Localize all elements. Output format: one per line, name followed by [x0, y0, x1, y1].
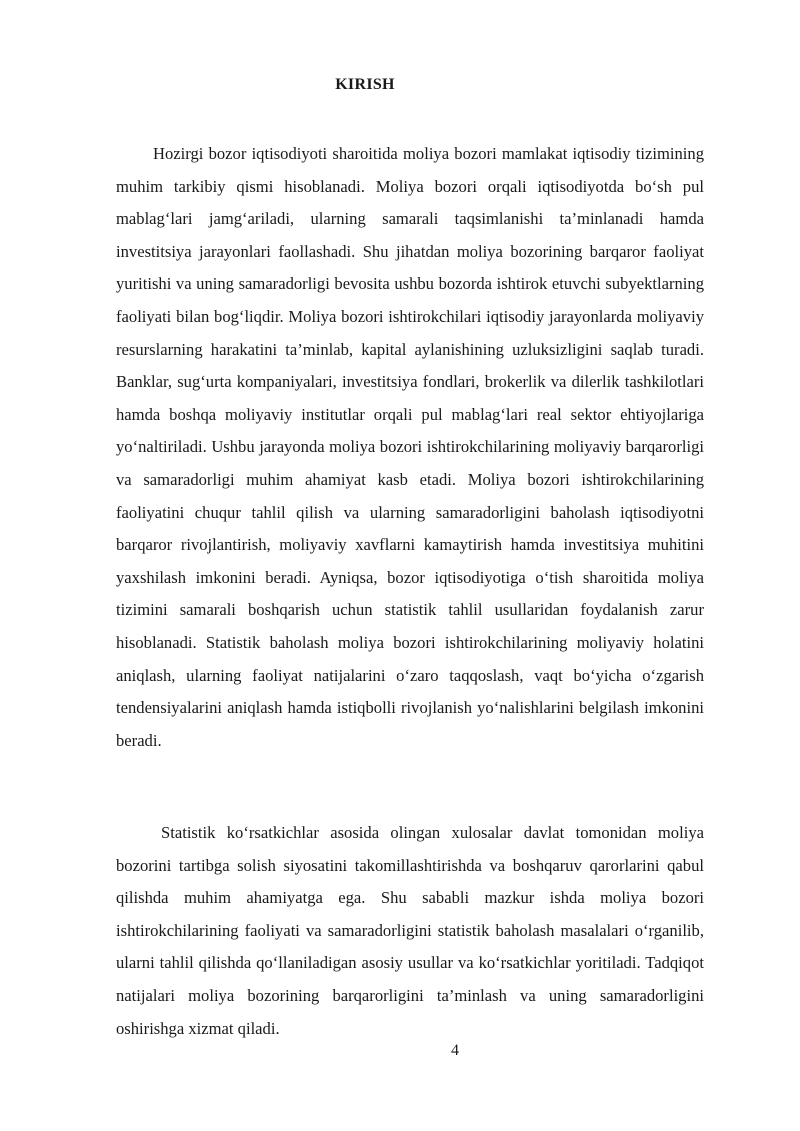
section-heading: KIRISH — [335, 76, 395, 93]
paragraph-intro: Hozirgi bozor iqtisodiyoti sharoitida moliya bozori mamlakat iqtisodiy tizimining muhim tarkibiy qismi hisoblanadi. Moliya bozori orqali iqtisodiyotda bo‘sh pul mablag‘lari jamg‘ariladi, ularning samarali taqsimlanishi ta’minlanadi hamda investitsiya jarayonlari faollashadi. Shu jihatdan moliya bozorining barqaror faoliyat yuritishi va uning samaradorligi bevosita ushbu bozorda ishtirok etuvchi subyektlarning faoliyati bilan bog‘liqdir. Moliya bozori ishtirokchilari iqtisodiy jarayonlarda moliyaviy resurslarning harakatini ta’minlab, kapital aylanishining uzluksizligini saqlab turadi. Banklar, sug‘urta kompaniyalari, investitsiya fondlari, brokerlik va dilerlik tashkilotlari hamda boshqa moliyaviy institutlar orqali pul mablag‘lari real sektor ehtiyojlariga yo‘naltiriladi. Ushbu jarayonda moliya bozori ishtirokchilarining moliyaviy barqarorligi va samaradorligi muhim ahamiyat kasb etadi. Moliya bozori ishtirokchilarining faoliyatini chuqur tahlil qilish va ularning samaradorligini baholash iqtisodiyotni barqaror rivojlantirish, moliyaviy xavflarni kamaytirish hamda investitsiya muhitini yaxshilash imkonini beradi. Ayniqsa, bozor iqtisodiyotiga o‘tish sharoitida moliya tizimini samarali boshqarish uchun statistik tahlil usullaridan foydalanish zarur hisoblanadi. Statistik baholash moliya bozori ishtirokchilarining moliyaviy holatini aniqlash, ularning faoliyat natijalarini o‘zaro taqqoslash, vaqt bo‘yicha o‘zgarish tendensiyalarini aniqlash hamda istiqbolli rivojlanish yo‘nalishlarini belgilash imkonini beradi. — [116, 144, 704, 750]
paragraph-conclusion: Statistik ko‘rsatkichlar asosida olingan xulosalar davlat tomonidan moliya bozorini tartibga solish siyosatini takomillashtirishda va boshqaruv qarorlarini qabul qilishda muhim ahamiyatga ega. Shu sababli mazkur ishda moliya bozori ishtirokchilarining faoliyati va samaradorligini statistik baholash masalalari o‘rganilib, ularni tahlil qilishda qo‘llaniladigan asosiy usullar va ko‘rsatkichlar yoritiladi. Tadqiqot natijalari moliya bozorining barqarorligini ta’minlash va uning samaradorligini oshirishga xizmat qiladi. — [116, 823, 704, 1038]
page-number: 4 — [451, 1042, 459, 1059]
